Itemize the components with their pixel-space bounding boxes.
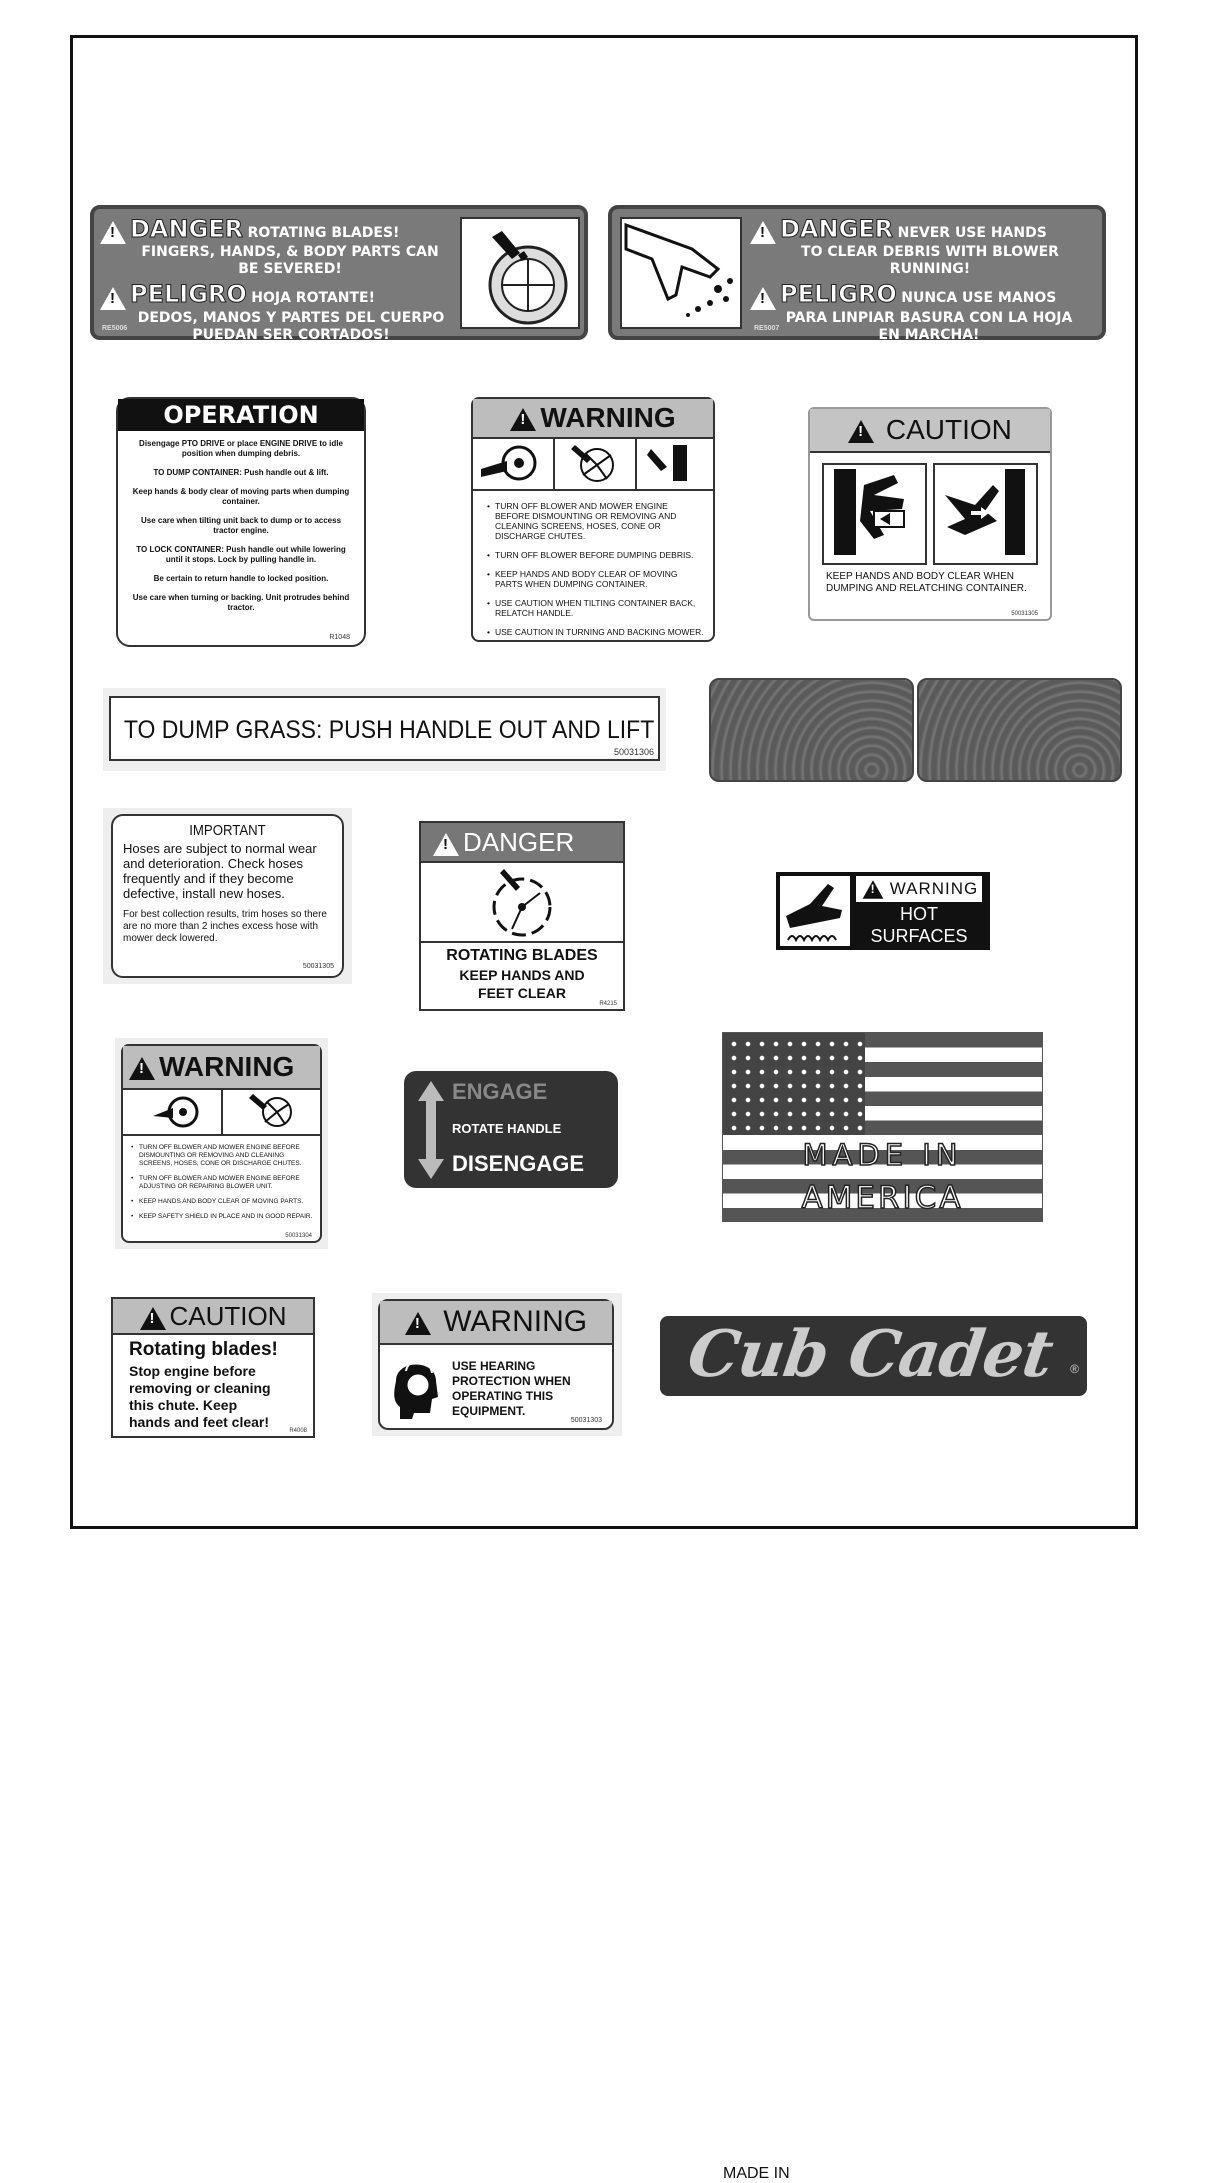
- important-para2: For best collection results, trim hoses so there are no more than 2 inches excess hose with mower deck lowered.: [123, 909, 327, 944]
- warning-triangle-icon: [100, 287, 126, 310]
- flag-text-made-in: MADE IN: [802, 1138, 963, 1172]
- hand-debris-pictogram: [620, 217, 742, 329]
- decal-warning-small: [115, 1038, 328, 1249]
- blade-hand-pictogram: [460, 217, 580, 329]
- reflector-plate-right: [917, 678, 1122, 782]
- warning-triangle-icon: [750, 221, 776, 244]
- warning-triangle-icon: [750, 287, 776, 310]
- decal-danger-rotating-blades: [90, 205, 588, 343]
- flag-made-in: MADE IN: [723, 2165, 790, 2182]
- decal-dump-grass: [103, 688, 666, 771]
- caution-title: CAUTION: [885, 414, 1012, 445]
- decal-warning-blower: [471, 397, 715, 642]
- disengage-label: DISENGAGE: [452, 1151, 585, 1176]
- danger-title: DANGER: [463, 827, 575, 857]
- decal-code: RE5007: [754, 325, 780, 332]
- decal-code: 50031303: [570, 1417, 602, 1424]
- hot-line2: SURFACES: [870, 926, 968, 946]
- important-para1: Hoses are subject to normal wear and deterioration. Check hoses frequently and if they become defective, install new hoses.: [123, 841, 317, 901]
- warning-item: • USE CAUTION WHEN TILTING CONTAINER BACK, RELATCH HANDLE.: [487, 598, 705, 618]
- warning-item: • USE CAUTION IN TURNING AND BACKING MOWER.: [487, 627, 705, 637]
- cub-cadet-logo: [660, 1316, 1087, 1396]
- warning-triangle-icon: [848, 420, 874, 443]
- decal-important: [103, 808, 352, 984]
- hot-hand-icon: [780, 876, 850, 946]
- caution-heading: Rotating blades!: [129, 1339, 278, 1360]
- warning-item: • TURN OFF BLOWER AND MOWER ENGINE BEFORE DISMOUNTING OR REMOVING AND CLEANING SCREENS, HOSES, CONE OR DISCHARGE CHUTES.: [131, 1144, 314, 1168]
- dump-grass-text: TO DUMP GRASS: PUSH HANDLE OUT AND LIFT: [123, 716, 655, 744]
- warning-item: • TURN OFF BLOWER AND MOWER ENGINE BEFORE DISMOUNTING OR REMOVING AND CLEANING SCREENS, HOSES, CONE OR DISCHARGE CHUTES.: [487, 501, 705, 541]
- warning-title: WARNING: [540, 402, 676, 433]
- warning-triangle-icon: [405, 1312, 431, 1335]
- pinch-hand-icon: [637, 439, 717, 489]
- decal-code: R4215: [599, 1001, 617, 1007]
- caution-text: Stop engine before removing or cleaning this chute. Keep hands and feet clear!: [129, 1363, 271, 1430]
- operation-line: TO DUMP CONTAINER: Push handle out & lift.: [153, 468, 329, 477]
- up-down-arrow-icon: [416, 1079, 446, 1181]
- decal-code: 50031305: [1011, 611, 1038, 617]
- decal-code: R1048: [329, 634, 350, 641]
- decal-code: 50031304: [285, 1233, 312, 1239]
- warning-item: • TURN OFF BLOWER BEFORE DUMPING DEBRIS.: [487, 550, 705, 560]
- pinch-hand-left-icon: [822, 463, 927, 565]
- peligro-subtitle: NUNCA USE MANOS: [901, 290, 1057, 307]
- warning-title: WARNING: [443, 1305, 588, 1338]
- danger-text: TO CLEAR DEBRIS WITH BLOWER RUNNING!: [801, 244, 1059, 278]
- operation-line: TO LOCK CONTAINER: Push handle out while lowering until it stops. Lock by pulling handle in.: [136, 545, 346, 564]
- reflector-plate-left: [709, 678, 914, 782]
- peligro-subtitle: HOJA ROTANTE!: [251, 290, 375, 307]
- danger-text: FINGERS, HANDS, & BODY PARTS CAN BE SEVERED!: [141, 244, 439, 278]
- decal-code: R4008: [289, 1428, 307, 1434]
- warning-triangle-icon: [862, 880, 883, 898]
- operation-line: Disengage PTO DRIVE or place ENGINE DRIVE to idle position when dumping debris.: [139, 439, 343, 458]
- peligro-text: PARA LINPIAR BASURA CON LA HOJA EN MARCHA!: [785, 309, 1073, 343]
- operation-line: Use care when turning or backing. Unit protrudes behind tractor.: [132, 593, 350, 612]
- pinch-hand-right-icon: [933, 463, 1038, 565]
- ear-protection-icon: [386, 1351, 446, 1421]
- engage-label: ENGAGE: [452, 1079, 548, 1104]
- operation-line: Keep hands & body clear of moving parts when dumping container.: [132, 487, 350, 506]
- blower-hand-icon: [473, 439, 555, 489]
- decal-code: 50031305: [302, 963, 334, 970]
- blower-hand-icon: [123, 1090, 223, 1134]
- impeller-hand-icon: [555, 439, 637, 489]
- warning-triangle-icon: [140, 1307, 166, 1330]
- warning-triangle-icon: [433, 833, 459, 856]
- decal-danger-never-use-hands: [608, 205, 1106, 343]
- decal-caution-rotating-blades: [111, 1297, 315, 1438]
- decal-code: 50031306: [613, 747, 654, 757]
- hand-debris-icon: [622, 219, 740, 327]
- warning-triangle-icon: [129, 1057, 155, 1080]
- warning-item: • TURN OFF BLOWER AND MOWER ENGINE BEFORE ADJUSTING OR REPAIRING BLOWER UNIT.: [131, 1175, 314, 1191]
- decal-caution-pinch: [808, 407, 1052, 621]
- danger-subtitle: ROTATING BLADES!: [247, 225, 400, 241]
- danger-line1: ROTATING BLADES: [446, 947, 598, 964]
- danger-line3: FEET CLEAR: [478, 985, 566, 1001]
- rotating-blade-icon: [462, 219, 578, 327]
- flag-star-field: [723, 1033, 865, 1135]
- decal-danger-keep-clear: [419, 821, 625, 1011]
- danger-word: DANGER: [130, 215, 244, 243]
- flag-text-america: AMERICA: [801, 1180, 964, 1216]
- warning-triangle-icon: [510, 408, 536, 431]
- decal-hot-surfaces: [776, 872, 990, 950]
- important-title: IMPORTANT: [189, 822, 266, 839]
- decal-engage-disengage: [404, 1071, 618, 1188]
- warning-item: • KEEP HANDS AND BODY CLEAR OF MOVING PARTS.: [131, 1198, 314, 1206]
- decal-code: RE5006: [102, 325, 128, 332]
- danger-subtitle: NEVER USE HANDS: [897, 225, 1047, 241]
- hearing-text: USE HEARING PROTECTION WHEN OPERATING THIS EQUIPMENT.: [452, 1359, 571, 1418]
- peligro-word: PELIGRO: [780, 280, 897, 309]
- peligro-text: DEDOS, MANOS Y PARTES DEL CUERPO PUEDAN SER CORTADOS!: [137, 309, 445, 343]
- caution-title: CAUTION: [169, 1301, 287, 1331]
- operation-line: Use care when tilting unit back to dump or to access tractor engine.: [140, 516, 342, 535]
- hot-line1: HOT: [900, 904, 938, 924]
- operation-line: Be certain to return handle to locked position.: [153, 574, 329, 583]
- logo-text: Cub Cadet: [683, 1317, 1057, 1392]
- danger-word: DANGER: [780, 215, 894, 243]
- caution-text: KEEP HANDS AND BODY CLEAR WHEN DUMPING AND RELATCHING CONTAINER.: [826, 571, 1027, 594]
- warning-item: • KEEP HANDS AND BODY CLEAR OF MOVING PARTS WHEN DUMPING CONTAINER.: [487, 569, 705, 589]
- operation-title: OPERATION: [118, 399, 364, 431]
- rotate-handle-label: ROTATE HANDLE: [452, 1121, 562, 1136]
- registered-mark: ®: [1070, 1362, 1079, 1376]
- hot-warning-title: WARNING: [889, 879, 979, 898]
- peligro-word: PELIGRO: [130, 280, 247, 309]
- decal-operation: [116, 397, 366, 647]
- impeller-hand-icon: [223, 1090, 321, 1134]
- danger-line2: KEEP HANDS AND: [459, 967, 585, 983]
- decal-hearing-protection: [372, 1293, 622, 1436]
- blade-hand-icon: [421, 863, 623, 943]
- warning-title: WARNING: [159, 1051, 295, 1082]
- warning-triangle-icon: [100, 221, 126, 244]
- warning-item: • KEEP SAFETY SHIELD IN PLACE AND IN GOOD REPAIR.: [131, 1213, 314, 1221]
